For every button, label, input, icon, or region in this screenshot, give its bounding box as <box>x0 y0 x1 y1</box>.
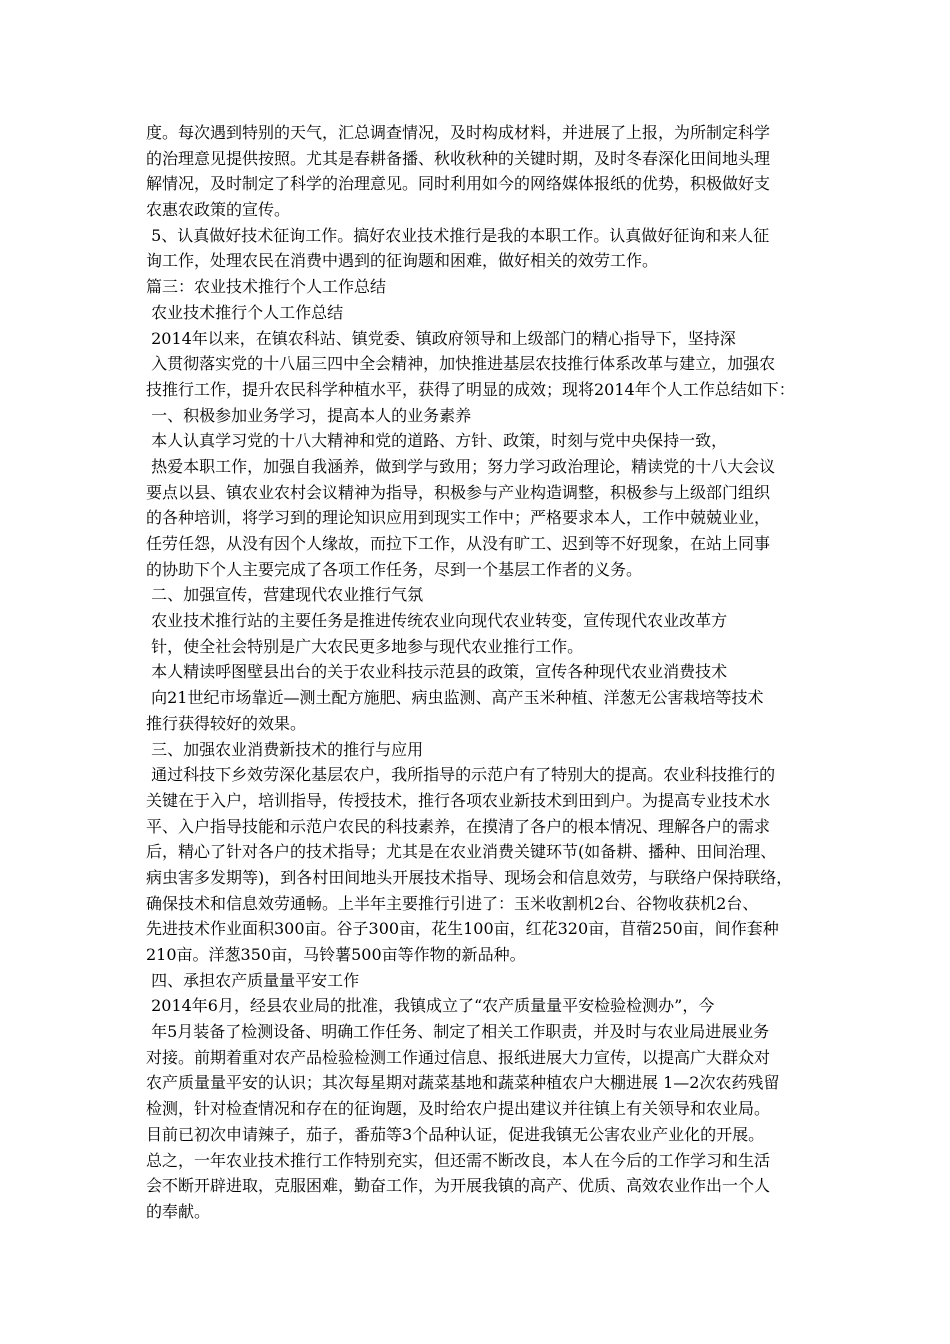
text-line: 210亩。洋葱350亩，马铃薯500亩等作物的新品种。 <box>146 945 526 964</box>
text-line: 针，使全社会特别是广大农民更多地参与现代农业推行工作。 <box>146 636 584 656</box>
text-line: 本人认真学习党的十八大精神和党的道路、方针、政策，时刻与党中央保持一致， <box>146 431 728 451</box>
text-line: 三、加强农业消费新技术的推行与应用 <box>146 739 424 759</box>
text-line: 的协助下个人主要完成了各项工作任务，尽到一个基层工作者的义务。 <box>146 559 643 579</box>
text-line: 的各种培训，将学习到的理论知识应用到现实工作中；严格要求本人，工作中兢兢业业， <box>146 508 771 528</box>
text-line: 确保技术和信息效劳通畅。上半年主要推行引进了：玉米收割机2台、谷物收获机2台、 <box>146 893 759 913</box>
text-line: 本人精读呼图壁县出台的关于农业科技示范县的政策，宣传各种现代农业消费技术 <box>146 662 728 682</box>
text-line: 篇三：农业技术推行个人工作总结 <box>146 277 387 297</box>
text-line: 平、入户指导技能和示范户农民的科技素养，在摸清了各户的根本情况、理解各户的需求 <box>146 816 771 836</box>
text-line: 要点以县、镇农业农村会议精神为指导，积极参与产业构造调整，积极参与上级部门组织 <box>146 482 771 502</box>
text-line: 的奉献。 <box>146 1201 211 1221</box>
text-line: 二、加强宣传，营建现代农业推行气氛 <box>146 585 424 605</box>
text-line: 度。每次遇到特别的天气，汇总调查情况，及时构成材料，并进展了上报，为所制定科学 <box>146 123 771 142</box>
text-line: 关键在于入户，培训指导，传授技术，推行各项农业新技术到田到户。为提高专业技术水 <box>146 790 771 810</box>
text-line: 先进技术作业面积300亩。谷子300亩，花生100亩，红花320亩，苜蓿250亩，间作套种 <box>146 919 779 939</box>
text-line: 询工作，处理农民在消费中遇到的征询题和困难，做好相关的效劳工作。 <box>146 251 659 271</box>
text-line: 会不断开辟进取，克服困难，勤奋工作，为开展我镇的高产、优质、高效农业作出一个人 <box>146 1176 771 1196</box>
text-line: 入贯彻落实党的十八届三四中全会精神，加快推进基层农技推行体系改革与建立，加强农 <box>146 354 776 374</box>
text-line: 通过科技下乡效劳深化基层农户，我所指导的示范户有了特别大的提高。农业科技推行的 <box>146 765 776 785</box>
text-line: 推行获得较好的效果。 <box>146 713 307 733</box>
text-line: 技推行工作，提升农民科学种植水平，获得了明显的成效；现将2014年个人工作总结如下： <box>146 379 795 399</box>
text-line: 一、积极参加业务学习，提高本人的业务素养 <box>146 405 472 425</box>
text-line: 2014年以来，在镇农科站、镇党委、镇政府领导和上级部门的精心指导下，坚持深 <box>146 328 736 348</box>
text-line: 的治理意见提供按照。尤其是春耕备播、秋收秋种的关键时期，及时冬春深化田间地头理 <box>146 148 771 168</box>
text-line: 农惠农政策的宣传。 <box>146 200 291 220</box>
text-line: 向21世纪市场靠近—测土配方施肥、病虫监测、高产玉米种植、洋葱无公害栽培等技术 <box>146 688 764 708</box>
text-line: 任劳任怨，从没有因个人缘故，而拉下工作，从没有旷工、迟到等不好现象，在站上同事 <box>146 534 771 553</box>
text-line: 病虫害多发期等)，到各村田间地头开展技术指导、现场会和信息效劳，与联络户保持联络， <box>146 867 793 887</box>
text-line: 2014年6月，经县农业局的批准，我镇成立了“农产质量量平安检验检测办”，今 <box>146 996 715 1016</box>
text-line: 农产质量量平安的认识；其次每星期对蔬菜基地和蔬菜种植农户大棚进展 1—2次农药残留 <box>146 1073 780 1093</box>
text-line: 后，精心了针对各户的技术指导；尤其是在农业消费关键环节(如备耕、播种、田间治理、 <box>146 842 777 862</box>
text-line: 农业技术推行站的主要任务是推进传统农业向现代农业转变，宣传现代农业改革方 <box>146 611 728 631</box>
text-line: 热爱本职工作，加强自我涵养，做到学与致用；努力学习政治理论，精读党的十八大会议 <box>146 456 776 476</box>
text-line: 5、认真做好技术征询工作。搞好农业技术推行是我的本职工作。认真做好征询和来人征 <box>146 225 770 245</box>
text-line: 检测，针对检查情况和存在的征询题，及时给农户提出建议并往镇上有关领导和农业局。 <box>146 1099 771 1119</box>
text-line: 农业技术推行个人工作总结 <box>146 302 344 322</box>
text-line: 年5月装备了检测设备、明确工作任务、制定了相关工作职责，并及时与农业局进展业务 <box>146 1022 770 1042</box>
text-line: 目前已初次申请辣子，茄子，番茄等3个品种认证，促进我镇无公害农业产业化的开展。 <box>146 1124 765 1144</box>
document-page <box>146 120 822 1225</box>
text-line: 对接。前期着重对农产品检验检测工作通过信息、报纸进展大力宣传，以提高广大群众对 <box>146 1047 771 1067</box>
text-line: 解情况，及时制定了科学的治理意见。同时利用如今的网络媒体报纸的优势，积极做好支 <box>146 174 771 194</box>
text-line: 总之，一年农业技术推行工作特别充实，但还需不断改良，本人在今后的工作学习和生活 <box>146 1150 771 1170</box>
text-line: 四、承担农产质量量平安工作 <box>146 970 360 990</box>
